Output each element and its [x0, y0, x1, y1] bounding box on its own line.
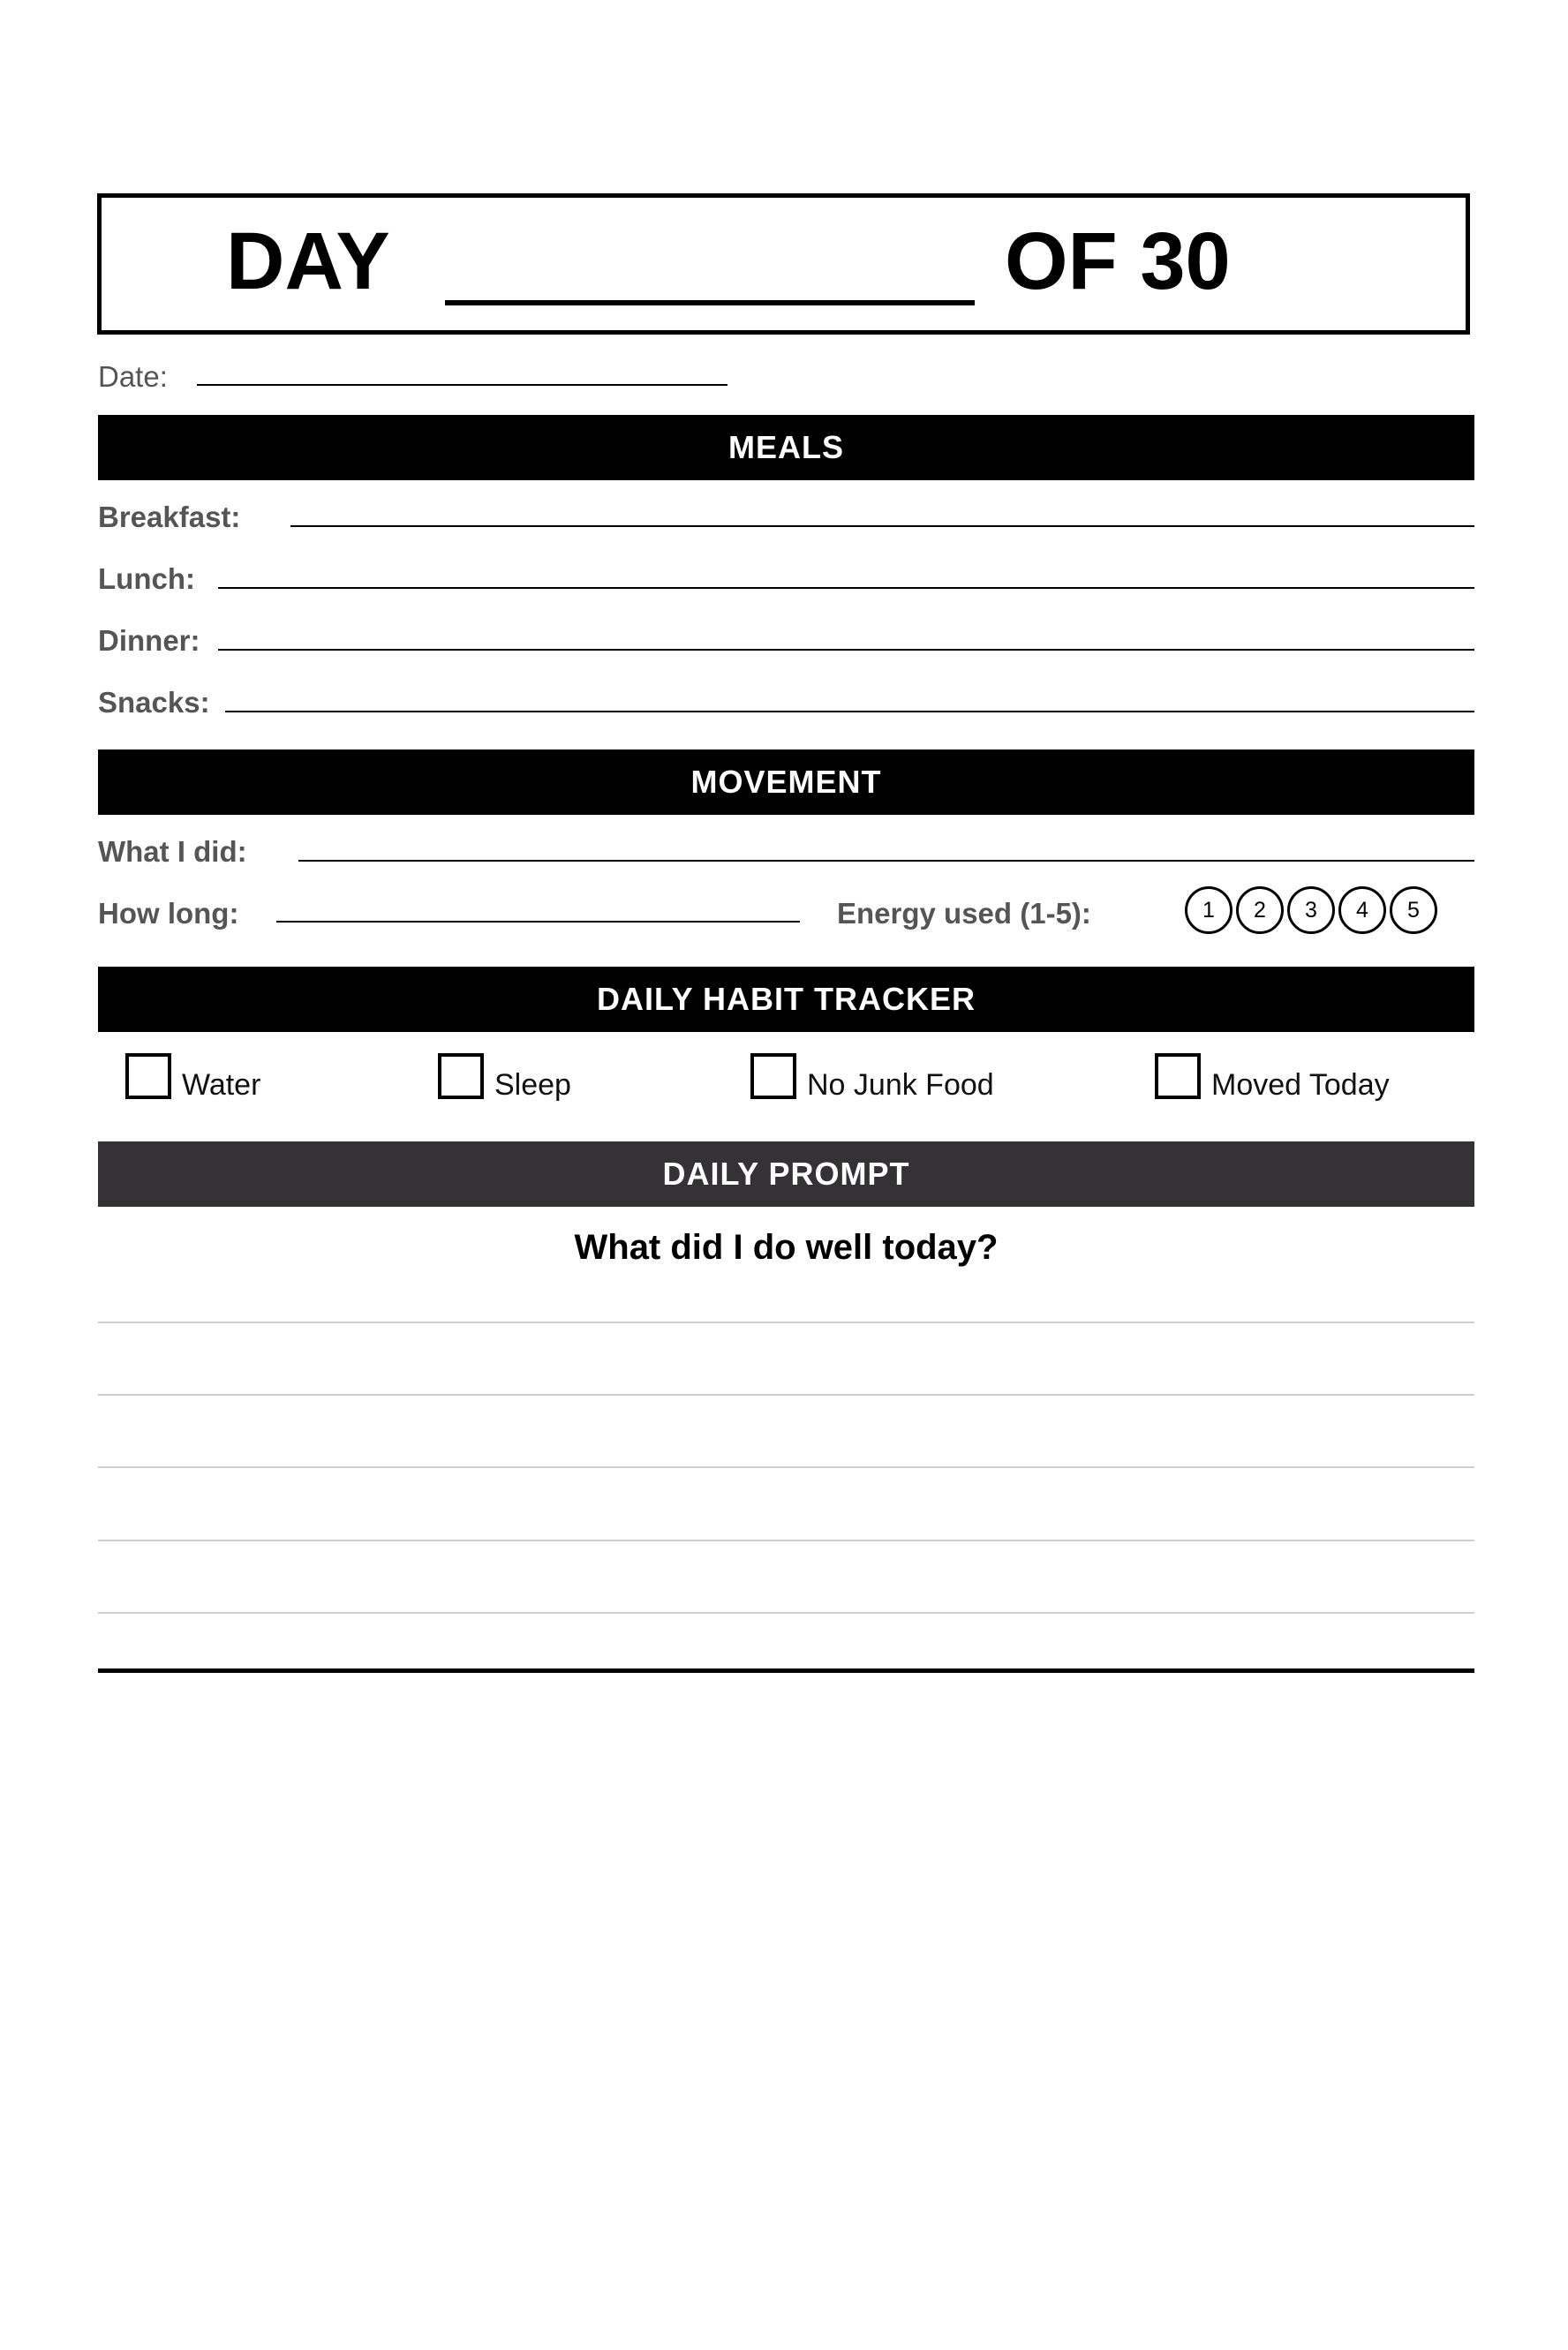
writing-line-3[interactable] — [98, 1466, 1474, 1468]
energy-option-5-label: 5 — [1407, 897, 1420, 923]
movement-title: MOVEMENT — [690, 764, 882, 800]
energy-option-2[interactable] — [1236, 886, 1284, 934]
prompt-question: What did I do well today? — [574, 1228, 999, 1267]
energy-option-3[interactable] — [1287, 886, 1335, 934]
how-long-label: How long: — [98, 897, 239, 930]
energy-option-5[interactable] — [1390, 886, 1437, 934]
lunch-label: Lunch: — [98, 562, 195, 595]
water-label: Water — [182, 1068, 261, 1102]
no-junk-food-label: No Junk Food — [807, 1068, 994, 1102]
writing-line-2[interactable] — [98, 1394, 1474, 1396]
breakfast-field[interactable] — [290, 525, 1474, 527]
writing-line-5[interactable] — [98, 1612, 1474, 1614]
dinner-label: Dinner: — [98, 624, 200, 657]
of-30-label: OF 30 — [1005, 216, 1231, 306]
energy-label: Energy used (1-5): — [837, 897, 1091, 930]
date-label: Date: — [98, 360, 168, 393]
writing-line-4[interactable] — [98, 1540, 1474, 1541]
meals-title: MEALS — [728, 429, 844, 465]
snacks-field[interactable] — [225, 711, 1474, 712]
bottom-rule — [98, 1668, 1474, 1673]
what-i-did-label: What I did: — [98, 835, 247, 868]
water-checkbox[interactable] — [125, 1053, 171, 1099]
energy-option-3-label: 3 — [1305, 897, 1317, 923]
how-long-field[interactable] — [276, 921, 800, 923]
moved-today-checkbox[interactable] — [1155, 1053, 1201, 1099]
writing-line-1[interactable] — [98, 1322, 1474, 1323]
breakfast-label: Breakfast: — [98, 501, 241, 533]
energy-option-4-label: 4 — [1356, 897, 1368, 923]
no-junk-food-checkbox[interactable] — [750, 1053, 796, 1099]
sleep-checkbox[interactable] — [438, 1053, 484, 1099]
movement-section-header — [98, 749, 1474, 815]
moved-today-label: Moved Today — [1211, 1068, 1390, 1102]
daily-prompt-title: DAILY PROMPT — [662, 1156, 910, 1192]
meals-section-header — [98, 415, 1474, 480]
daily-prompt-section-header — [98, 1141, 1474, 1207]
energy-option-4[interactable] — [1338, 886, 1386, 934]
lunch-field[interactable] — [218, 587, 1474, 589]
sleep-label: Sleep — [494, 1068, 571, 1102]
energy-option-2-label: 2 — [1254, 897, 1266, 923]
habit-tracker-section-header — [98, 967, 1474, 1032]
dinner-field[interactable] — [218, 649, 1474, 651]
energy-option-1-label: 1 — [1202, 897, 1215, 923]
habit-tracker-title: DAILY HABIT TRACKER — [596, 981, 976, 1017]
day-number-blank[interactable] — [445, 300, 975, 305]
energy-option-1[interactable] — [1185, 886, 1233, 934]
day-label: DAY — [226, 216, 390, 306]
date-field[interactable] — [197, 384, 727, 386]
what-i-did-field[interactable] — [298, 860, 1474, 862]
snacks-label: Snacks: — [98, 686, 210, 719]
